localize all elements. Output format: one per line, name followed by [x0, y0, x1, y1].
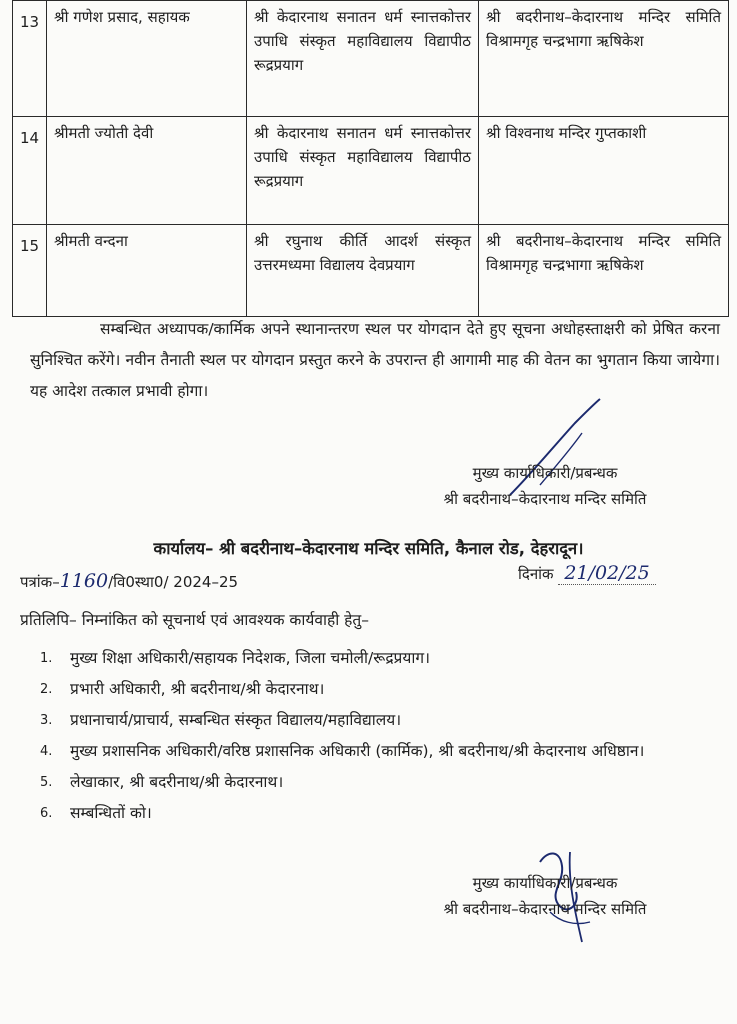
signature-block-1	[380, 460, 710, 512]
list-number: 3.	[40, 713, 53, 728]
list-text: प्रभारी अधिकारी, श्री बदरीनाथ/श्री केदारनाथ।	[70, 680, 325, 698]
new-posting-place: श्री बदरीनाथ–केदारनाथ मन्दिर समिति विश्रामगृह चन्द्रभागा ऋषिकेश	[479, 225, 729, 317]
signature-block-2	[380, 870, 710, 922]
signatory-designation: मुख्य कार्याधिकारी/प्रबन्धक	[472, 464, 618, 482]
serial-number: 14	[13, 117, 47, 225]
date-label: दिनांक	[518, 565, 554, 583]
list-item	[40, 769, 726, 796]
letter-ref-label: पत्रांक–	[20, 573, 60, 591]
list-number: 4.	[40, 744, 53, 759]
table-row	[13, 117, 729, 225]
serial-number: 13	[13, 1, 47, 117]
date-value: 21/02/25	[558, 562, 655, 585]
table-row	[13, 1, 729, 117]
list-number: 2.	[40, 682, 53, 697]
new-posting-place: श्री बदरीनाथ–केदारनाथ मन्दिर समिति विश्रामगृह चन्द्रभागा ऋषिकेश	[479, 1, 729, 117]
serial-number: 15	[13, 225, 47, 317]
transfer-table	[12, 0, 729, 317]
list-text: लेखाकार, श्री बदरीनाथ/श्री केदारनाथ।	[70, 773, 284, 791]
list-text: सम्बन्धितों को।	[70, 804, 152, 822]
list-text: मुख्य शिक्षा अधिकारी/सहायक निदेशक, जिला चमोली/रूद्रप्रयाग।	[70, 649, 430, 667]
current-institution: श्री रघुनाथ कीर्ति आदर्श संस्कृत उत्तरमध्यमा विद्यालय देवप्रयाग	[247, 225, 479, 317]
letter-date	[518, 562, 656, 584]
list-item	[40, 707, 726, 734]
employee-name: श्रीमती ज्योती देवी	[47, 117, 247, 225]
letter-reference	[20, 570, 238, 592]
signatory-designation: मुख्य कार्याधिकारी/प्रबन्धक	[472, 874, 618, 892]
table-row	[13, 225, 729, 317]
list-number: 5.	[40, 775, 53, 790]
letter-ref-suffix: /वि0स्था0/ 2024–25	[108, 573, 239, 591]
signatory-organization: श्री बदरीनाथ–केदारनाथ मन्दिर समिति	[443, 900, 647, 918]
employee-name: श्रीमती वन्दना	[47, 225, 247, 317]
instruction-paragraph: सम्बन्धित अध्यापक/कार्मिक अपने स्थानान्तरण स्थल पर योगदान देते हुए सूचना अधोहस्ताक्षरी को प्रेषित करना सुनिश्चित करेंगे। नवीन तैनाती स्थल पर योगदान प्रस्तुत करने के उपरान्त ही आगामी माह की वेतन का भुगतान किया जायेगा। यह आदेश तत्काल प्रभावी होगा।	[30, 320, 720, 400]
list-item	[40, 645, 726, 672]
letter-ref-number: 1160	[59, 570, 109, 592]
list-number: 6.	[40, 806, 53, 821]
current-institution: श्री केदारनाथ सनातन धर्म स्नात्तकोत्तर उपाधि संस्कृत महाविद्यालय विद्यापीठ रूद्रप्रयाग	[247, 1, 479, 117]
list-item	[40, 800, 726, 827]
new-posting-place: श्री विश्वनाथ मन्दिर गुप्तकाशी	[479, 117, 729, 225]
employee-name: श्री गणेश प्रसाद, सहायक	[47, 1, 247, 117]
list-item	[40, 676, 726, 703]
office-address-line: कार्यालय– श्री बदरीनाथ–केदारनाथ मन्दिर समिति, कैनाल रोड, देहरादून।	[153, 539, 584, 558]
copy-recipient-list	[40, 645, 726, 831]
signatory-organization: श्री बदरीनाथ–केदारनाथ मन्दिर समिति	[443, 490, 647, 508]
list-number: 1.	[40, 651, 53, 666]
current-institution: श्री केदारनाथ सनातन धर्म स्नात्तकोत्तर उपाधि संस्कृत महाविद्यालय विद्यापीठ रूद्रप्रयाग	[247, 117, 479, 225]
list-text: प्रधानाचार्य/प्राचार्य, सम्बन्धित संस्कृत विद्यालय/महाविद्यालय।	[70, 711, 402, 729]
copy-heading: प्रतिलिपि– निम्नांकित को सूचनार्थ एवं आवश्यक कार्यवाही हेतु–	[20, 611, 369, 629]
list-text: मुख्य प्रशासनिक अधिकारी/वरिष्ठ प्रशासनिक अधिकारी (कार्मिक), श्री बदरीनाथ/श्री केदारनाथ अधिष्ठान।	[70, 742, 645, 760]
list-item	[40, 738, 726, 765]
